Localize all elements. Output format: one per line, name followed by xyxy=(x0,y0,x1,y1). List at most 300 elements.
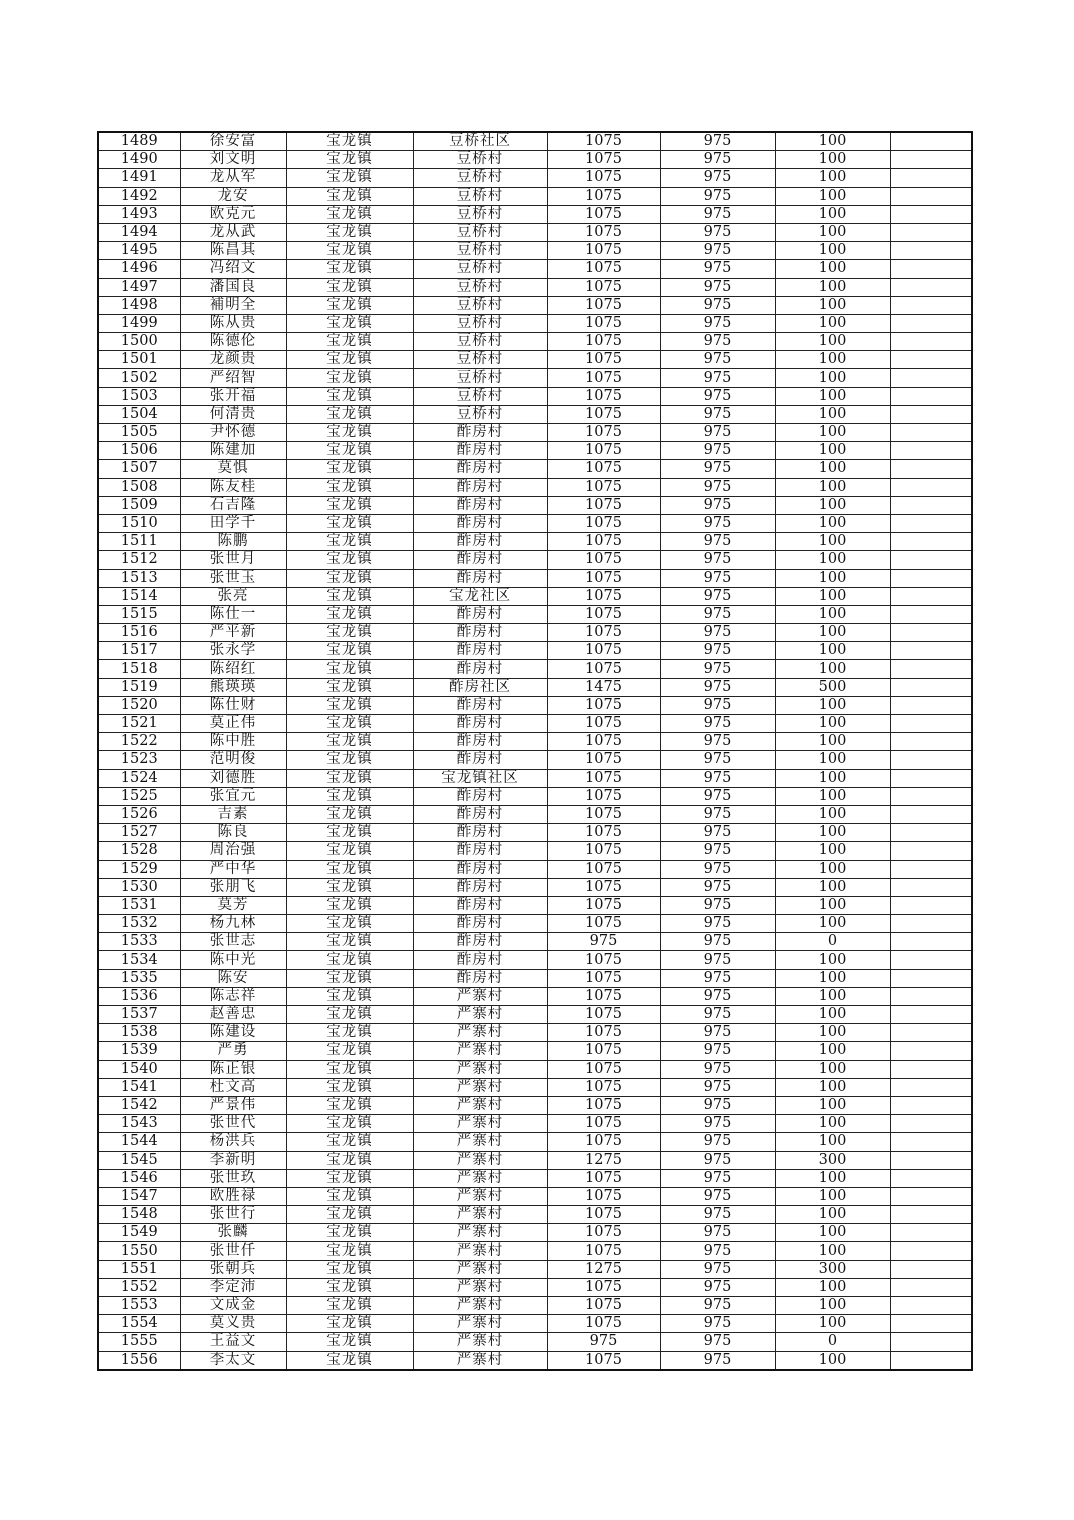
serial-number-cell: 1514 xyxy=(98,587,180,605)
amount-b-cell: 975 xyxy=(660,1260,775,1278)
village-cell: 豆桥村 xyxy=(413,260,547,278)
town-cell: 宝龙镇 xyxy=(286,314,413,332)
village-cell: 酢房村 xyxy=(413,878,547,896)
village-cell: 酢房村 xyxy=(413,915,547,933)
amount-b-cell: 975 xyxy=(660,478,775,496)
difference-cell: 100 xyxy=(775,1224,890,1242)
blank-cell xyxy=(890,969,972,987)
difference-cell: 100 xyxy=(775,151,890,169)
table-row xyxy=(98,551,972,569)
village-cell: 宝龙镇社区 xyxy=(413,769,547,787)
amount-b-cell: 975 xyxy=(660,242,775,260)
name-cell: 张世仟 xyxy=(180,1242,286,1260)
serial-number-cell: 1490 xyxy=(98,151,180,169)
amount-b-cell: 975 xyxy=(660,387,775,405)
name-cell: 张开福 xyxy=(180,387,286,405)
amount-a-cell: 1075 xyxy=(547,333,660,351)
serial-number-cell: 1494 xyxy=(98,223,180,241)
difference-cell: 100 xyxy=(775,242,890,260)
name-cell: 陈建加 xyxy=(180,442,286,460)
town-cell: 宝龙镇 xyxy=(286,496,413,514)
amount-a-cell: 1075 xyxy=(547,460,660,478)
amount-a-cell: 1075 xyxy=(547,1006,660,1024)
table-row xyxy=(98,1151,972,1169)
town-cell: 宝龙镇 xyxy=(286,860,413,878)
amount-a-cell: 1075 xyxy=(547,1297,660,1315)
table-row xyxy=(98,1278,972,1296)
amount-b-cell: 975 xyxy=(660,1187,775,1205)
difference-cell: 100 xyxy=(775,496,890,514)
blank-cell xyxy=(890,769,972,787)
village-cell: 酢房村 xyxy=(413,514,547,532)
town-cell: 宝龙镇 xyxy=(286,715,413,733)
serial-number-cell: 1550 xyxy=(98,1242,180,1260)
blank-cell xyxy=(890,242,972,260)
table-row xyxy=(98,296,972,314)
difference-cell: 100 xyxy=(775,387,890,405)
difference-cell: 0 xyxy=(775,933,890,951)
name-cell: 文成金 xyxy=(180,1297,286,1315)
blank-cell xyxy=(890,551,972,569)
amount-b-cell: 975 xyxy=(660,514,775,532)
town-cell: 宝龙镇 xyxy=(286,987,413,1005)
village-cell: 酢房村 xyxy=(413,751,547,769)
difference-cell: 100 xyxy=(775,1006,890,1024)
village-cell: 酢房村 xyxy=(413,933,547,951)
difference-cell: 100 xyxy=(775,969,890,987)
blank-cell xyxy=(890,460,972,478)
town-cell: 宝龙镇 xyxy=(286,132,413,151)
village-cell: 酢房社区 xyxy=(413,678,547,696)
village-cell: 酢房村 xyxy=(413,605,547,623)
blank-cell xyxy=(890,696,972,714)
name-cell: 杨九林 xyxy=(180,915,286,933)
village-cell: 酢房村 xyxy=(413,824,547,842)
amount-b-cell: 975 xyxy=(660,223,775,241)
table-row xyxy=(98,369,972,387)
amount-a-cell: 1075 xyxy=(547,715,660,733)
village-cell: 酢房村 xyxy=(413,442,547,460)
village-cell: 酢房村 xyxy=(413,969,547,987)
village-cell: 酢房村 xyxy=(413,715,547,733)
table-row xyxy=(98,751,972,769)
difference-cell: 100 xyxy=(775,860,890,878)
serial-number-cell: 1531 xyxy=(98,896,180,914)
serial-number-cell: 1496 xyxy=(98,260,180,278)
difference-cell: 100 xyxy=(775,169,890,187)
difference-cell: 100 xyxy=(775,1278,890,1296)
amount-a-cell: 1075 xyxy=(547,1024,660,1042)
blank-cell xyxy=(890,424,972,442)
serial-number-cell: 1505 xyxy=(98,424,180,442)
amount-b-cell: 975 xyxy=(660,314,775,332)
village-cell: 酢房村 xyxy=(413,951,547,969)
village-cell: 豆桥村 xyxy=(413,333,547,351)
blank-cell xyxy=(890,187,972,205)
difference-cell: 100 xyxy=(775,351,890,369)
village-cell: 严寨村 xyxy=(413,1206,547,1224)
amount-b-cell: 975 xyxy=(660,533,775,551)
amount-b-cell: 975 xyxy=(660,205,775,223)
difference-cell: 100 xyxy=(775,369,890,387)
amount-b-cell: 975 xyxy=(660,1242,775,1260)
name-cell: 尹怀德 xyxy=(180,424,286,442)
blank-cell xyxy=(890,478,972,496)
amount-a-cell: 1075 xyxy=(547,1060,660,1078)
difference-cell: 500 xyxy=(775,678,890,696)
amount-a-cell: 1475 xyxy=(547,678,660,696)
blank-cell xyxy=(890,587,972,605)
serial-number-cell: 1512 xyxy=(98,551,180,569)
town-cell: 宝龙镇 xyxy=(286,605,413,623)
name-cell: 龙从军 xyxy=(180,169,286,187)
amount-a-cell: 1075 xyxy=(547,1169,660,1187)
amount-a-cell: 1075 xyxy=(547,951,660,969)
difference-cell: 0 xyxy=(775,1333,890,1351)
name-cell: 欧胜禄 xyxy=(180,1187,286,1205)
difference-cell: 100 xyxy=(775,1060,890,1078)
village-cell: 酢房村 xyxy=(413,842,547,860)
town-cell: 宝龙镇 xyxy=(286,842,413,860)
table-row xyxy=(98,915,972,933)
amount-a-cell: 1075 xyxy=(547,278,660,296)
name-cell: 周治强 xyxy=(180,842,286,860)
serial-number-cell: 1555 xyxy=(98,1333,180,1351)
serial-number-cell: 1497 xyxy=(98,278,180,296)
amount-a-cell: 1075 xyxy=(547,587,660,605)
amount-b-cell: 975 xyxy=(660,605,775,623)
table-row xyxy=(98,896,972,914)
difference-cell: 100 xyxy=(775,915,890,933)
amount-a-cell: 1075 xyxy=(547,514,660,532)
table-row xyxy=(98,1297,972,1315)
name-cell: 陈中光 xyxy=(180,951,286,969)
name-cell: 严中华 xyxy=(180,860,286,878)
village-cell: 宝龙社区 xyxy=(413,587,547,605)
amount-b-cell: 975 xyxy=(660,333,775,351)
blank-cell xyxy=(890,860,972,878)
village-cell: 严寨村 xyxy=(413,1006,547,1024)
table-row xyxy=(98,1060,972,1078)
blank-cell xyxy=(890,1224,972,1242)
serial-number-cell: 1542 xyxy=(98,1096,180,1114)
town-cell: 宝龙镇 xyxy=(286,242,413,260)
amount-a-cell: 1075 xyxy=(547,351,660,369)
town-cell: 宝龙镇 xyxy=(286,660,413,678)
name-cell: 张世行 xyxy=(180,1206,286,1224)
town-cell: 宝龙镇 xyxy=(286,624,413,642)
blank-cell xyxy=(890,496,972,514)
serial-number-cell: 1532 xyxy=(98,915,180,933)
amount-a-cell: 1075 xyxy=(547,1206,660,1224)
amount-b-cell: 975 xyxy=(660,132,775,151)
table-row xyxy=(98,933,972,951)
difference-cell: 100 xyxy=(775,460,890,478)
difference-cell: 100 xyxy=(775,1206,890,1224)
town-cell: 宝龙镇 xyxy=(286,642,413,660)
serial-number-cell: 1498 xyxy=(98,296,180,314)
amount-b-cell: 975 xyxy=(660,1060,775,1078)
amount-b-cell: 975 xyxy=(660,1133,775,1151)
village-cell: 严寨村 xyxy=(413,1096,547,1114)
blank-cell xyxy=(890,169,972,187)
difference-cell: 100 xyxy=(775,1351,890,1370)
table-row xyxy=(98,1333,972,1351)
difference-cell: 100 xyxy=(775,1297,890,1315)
blank-cell xyxy=(890,405,972,423)
town-cell: 宝龙镇 xyxy=(286,824,413,842)
village-cell: 酢房村 xyxy=(413,696,547,714)
serial-number-cell: 1548 xyxy=(98,1206,180,1224)
town-cell: 宝龙镇 xyxy=(286,1133,413,1151)
table-row xyxy=(98,387,972,405)
table-row xyxy=(98,1242,972,1260)
amount-a-cell: 1075 xyxy=(547,187,660,205)
village-cell: 酢房村 xyxy=(413,733,547,751)
blank-cell xyxy=(890,624,972,642)
difference-cell: 100 xyxy=(775,260,890,278)
blank-cell xyxy=(890,1351,972,1370)
blank-cell xyxy=(890,1133,972,1151)
village-cell: 酢房村 xyxy=(413,460,547,478)
amount-b-cell: 975 xyxy=(660,1297,775,1315)
town-cell: 宝龙镇 xyxy=(286,442,413,460)
name-cell: 张世玉 xyxy=(180,569,286,587)
serial-number-cell: 1506 xyxy=(98,442,180,460)
table-row xyxy=(98,696,972,714)
name-cell: 陈仕一 xyxy=(180,605,286,623)
name-cell: 严景伟 xyxy=(180,1096,286,1114)
amount-a-cell: 1075 xyxy=(547,624,660,642)
name-cell: 龙安 xyxy=(180,187,286,205)
serial-number-cell: 1499 xyxy=(98,314,180,332)
amount-a-cell: 1275 xyxy=(547,1260,660,1278)
village-cell: 酢房村 xyxy=(413,660,547,678)
name-cell: 補明全 xyxy=(180,296,286,314)
table-row xyxy=(98,1042,972,1060)
town-cell: 宝龙镇 xyxy=(286,1006,413,1024)
serial-number-cell: 1527 xyxy=(98,824,180,842)
amount-a-cell: 1075 xyxy=(547,605,660,623)
blank-cell xyxy=(890,1078,972,1096)
serial-number-cell: 1553 xyxy=(98,1297,180,1315)
table-row xyxy=(98,478,972,496)
amount-b-cell: 975 xyxy=(660,769,775,787)
difference-cell: 100 xyxy=(775,296,890,314)
blank-cell xyxy=(890,642,972,660)
amount-b-cell: 975 xyxy=(660,642,775,660)
amount-b-cell: 975 xyxy=(660,878,775,896)
amount-b-cell: 975 xyxy=(660,715,775,733)
amount-b-cell: 975 xyxy=(660,1206,775,1224)
blank-cell xyxy=(890,1278,972,1296)
serial-number-cell: 1500 xyxy=(98,333,180,351)
amount-b-cell: 975 xyxy=(660,1115,775,1133)
blank-cell xyxy=(890,805,972,823)
serial-number-cell: 1513 xyxy=(98,569,180,587)
table-row xyxy=(98,1169,972,1187)
town-cell: 宝龙镇 xyxy=(286,169,413,187)
amount-a-cell: 1075 xyxy=(547,533,660,551)
name-cell: 杜文高 xyxy=(180,1078,286,1096)
difference-cell: 300 xyxy=(775,1260,890,1278)
amount-b-cell: 975 xyxy=(660,369,775,387)
difference-cell: 100 xyxy=(775,624,890,642)
serial-number-cell: 1502 xyxy=(98,369,180,387)
amount-b-cell: 975 xyxy=(660,442,775,460)
difference-cell: 100 xyxy=(775,314,890,332)
table-row xyxy=(98,260,972,278)
amount-b-cell: 975 xyxy=(660,842,775,860)
table-row xyxy=(98,223,972,241)
serial-number-cell: 1538 xyxy=(98,1024,180,1042)
table-row xyxy=(98,1351,972,1370)
village-cell: 豆桥村 xyxy=(413,242,547,260)
town-cell: 宝龙镇 xyxy=(286,1315,413,1333)
table-row xyxy=(98,951,972,969)
village-cell: 严寨村 xyxy=(413,1242,547,1260)
table-row xyxy=(98,605,972,623)
name-cell: 张亮 xyxy=(180,587,286,605)
blank-cell xyxy=(890,1060,972,1078)
village-cell: 豆桥村 xyxy=(413,187,547,205)
difference-cell: 100 xyxy=(775,787,890,805)
name-cell: 李新明 xyxy=(180,1151,286,1169)
amount-a-cell: 1075 xyxy=(547,915,660,933)
amount-a-cell: 1075 xyxy=(547,769,660,787)
town-cell: 宝龙镇 xyxy=(286,896,413,914)
amount-b-cell: 975 xyxy=(660,1278,775,1296)
serial-number-cell: 1517 xyxy=(98,642,180,660)
name-cell: 陈德伦 xyxy=(180,333,286,351)
name-cell: 莫芳 xyxy=(180,896,286,914)
town-cell: 宝龙镇 xyxy=(286,1242,413,1260)
table-row xyxy=(98,624,972,642)
name-cell: 张世玖 xyxy=(180,1169,286,1187)
amount-a-cell: 975 xyxy=(547,1333,660,1351)
serial-number-cell: 1541 xyxy=(98,1078,180,1096)
difference-cell: 100 xyxy=(775,1078,890,1096)
amount-b-cell: 975 xyxy=(660,405,775,423)
amount-a-cell: 1075 xyxy=(547,442,660,460)
amount-b-cell: 975 xyxy=(660,296,775,314)
table-row xyxy=(98,533,972,551)
village-cell: 严寨村 xyxy=(413,1315,547,1333)
town-cell: 宝龙镇 xyxy=(286,1333,413,1351)
blank-cell xyxy=(890,1315,972,1333)
village-cell: 豆桥村 xyxy=(413,369,547,387)
name-cell: 陈建设 xyxy=(180,1024,286,1042)
table-row xyxy=(98,1078,972,1096)
name-cell: 陈仕财 xyxy=(180,696,286,714)
amount-a-cell: 1075 xyxy=(547,551,660,569)
amount-a-cell: 1075 xyxy=(547,132,660,151)
amount-b-cell: 975 xyxy=(660,496,775,514)
table-row xyxy=(98,715,972,733)
blank-cell xyxy=(890,151,972,169)
town-cell: 宝龙镇 xyxy=(286,751,413,769)
serial-number-cell: 1534 xyxy=(98,951,180,969)
town-cell: 宝龙镇 xyxy=(286,805,413,823)
village-cell: 豆桥村 xyxy=(413,169,547,187)
amount-a-cell: 1075 xyxy=(547,1078,660,1096)
name-cell: 潘国良 xyxy=(180,278,286,296)
town-cell: 宝龙镇 xyxy=(286,369,413,387)
name-cell: 严绍智 xyxy=(180,369,286,387)
table-row xyxy=(98,333,972,351)
amount-a-cell: 1075 xyxy=(547,1315,660,1333)
serial-number-cell: 1521 xyxy=(98,715,180,733)
difference-cell: 100 xyxy=(775,1024,890,1042)
difference-cell: 100 xyxy=(775,1187,890,1205)
blank-cell xyxy=(890,205,972,223)
amount-b-cell: 975 xyxy=(660,587,775,605)
amount-b-cell: 975 xyxy=(660,933,775,951)
name-cell: 冯绍文 xyxy=(180,260,286,278)
amount-a-cell: 1075 xyxy=(547,969,660,987)
town-cell: 宝龙镇 xyxy=(286,1042,413,1060)
difference-cell: 100 xyxy=(775,824,890,842)
village-cell: 豆桥村 xyxy=(413,223,547,241)
serial-number-cell: 1491 xyxy=(98,169,180,187)
town-cell: 宝龙镇 xyxy=(286,1078,413,1096)
amount-b-cell: 975 xyxy=(660,460,775,478)
amount-b-cell: 975 xyxy=(660,1351,775,1370)
amount-b-cell: 975 xyxy=(660,678,775,696)
village-cell: 严寨村 xyxy=(413,1224,547,1242)
blank-cell xyxy=(890,132,972,151)
village-cell: 豆桥村 xyxy=(413,405,547,423)
village-cell: 豆桥村 xyxy=(413,296,547,314)
town-cell: 宝龙镇 xyxy=(286,878,413,896)
table-row xyxy=(98,733,972,751)
town-cell: 宝龙镇 xyxy=(286,351,413,369)
amount-b-cell: 975 xyxy=(660,824,775,842)
name-cell: 陈良 xyxy=(180,824,286,842)
village-cell: 酢房村 xyxy=(413,624,547,642)
serial-number-cell: 1533 xyxy=(98,933,180,951)
village-cell: 严寨村 xyxy=(413,1078,547,1096)
town-cell: 宝龙镇 xyxy=(286,478,413,496)
table-row xyxy=(98,642,972,660)
amount-b-cell: 975 xyxy=(660,987,775,1005)
village-cell: 严寨村 xyxy=(413,1278,547,1296)
amount-b-cell: 975 xyxy=(660,624,775,642)
serial-number-cell: 1554 xyxy=(98,1315,180,1333)
town-cell: 宝龙镇 xyxy=(286,333,413,351)
town-cell: 宝龙镇 xyxy=(286,1024,413,1042)
amount-a-cell: 975 xyxy=(547,933,660,951)
name-cell: 莫义贵 xyxy=(180,1315,286,1333)
table-row xyxy=(98,587,972,605)
amount-b-cell: 975 xyxy=(660,1151,775,1169)
table-row xyxy=(98,678,972,696)
amount-b-cell: 975 xyxy=(660,805,775,823)
village-cell: 豆桥社区 xyxy=(413,132,547,151)
amount-a-cell: 1075 xyxy=(547,1096,660,1114)
name-cell: 张世志 xyxy=(180,933,286,951)
village-cell: 酢房村 xyxy=(413,533,547,551)
serial-number-cell: 1544 xyxy=(98,1133,180,1151)
amount-a-cell: 1075 xyxy=(547,424,660,442)
amount-b-cell: 975 xyxy=(660,260,775,278)
town-cell: 宝龙镇 xyxy=(286,223,413,241)
name-cell: 田学千 xyxy=(180,514,286,532)
blank-cell xyxy=(890,1115,972,1133)
difference-cell: 100 xyxy=(775,1169,890,1187)
name-cell: 赵善忠 xyxy=(180,1006,286,1024)
village-cell: 酢房村 xyxy=(413,496,547,514)
